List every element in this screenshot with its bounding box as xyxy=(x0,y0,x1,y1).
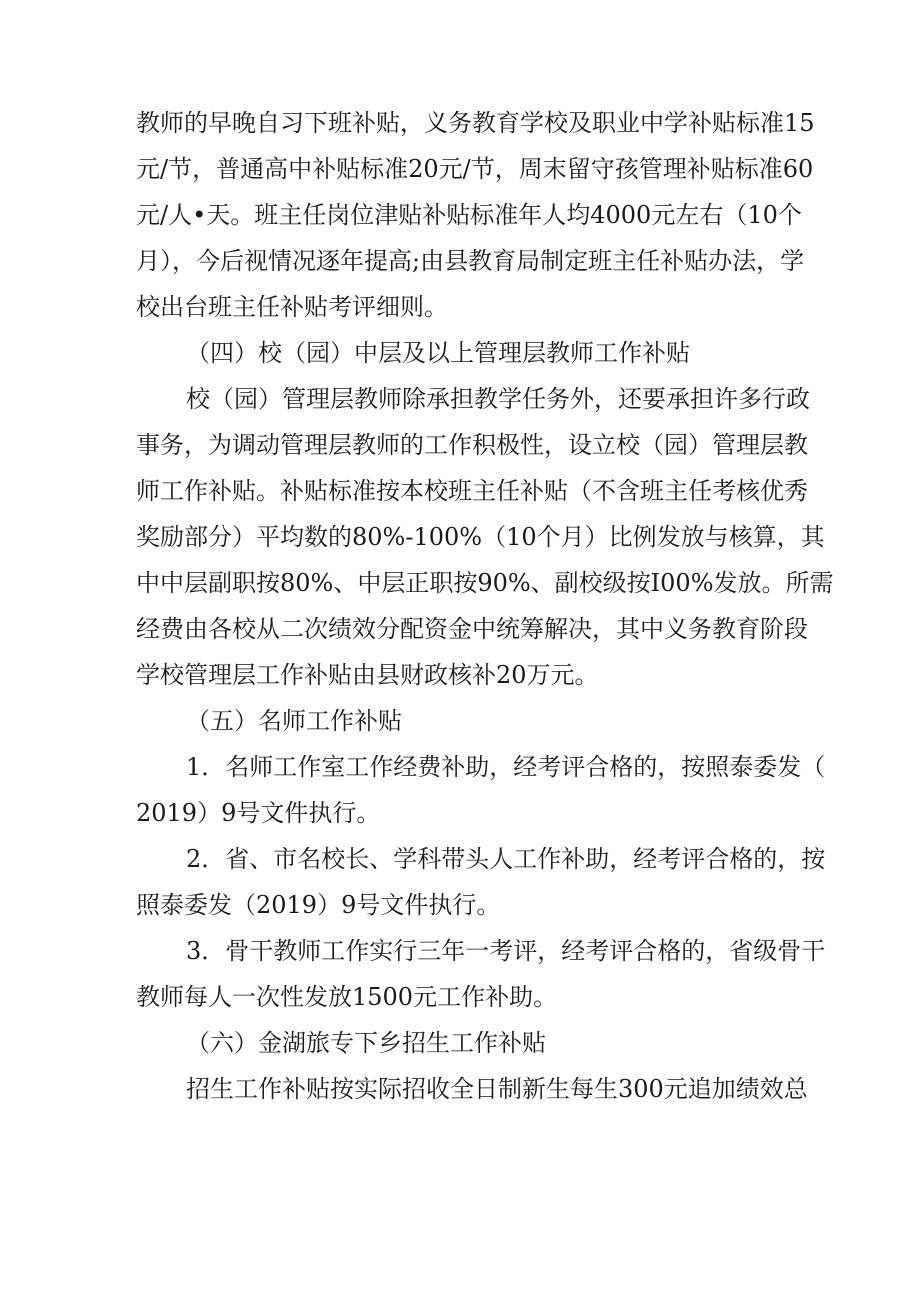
list-item-line: 3．骨干教师工作实行三年一考评，经考评合格的，省级骨干 xyxy=(186,937,826,965)
paragraph-line: 校出台班主任补贴考评细则。 xyxy=(136,293,448,321)
paragraph-line: 校（园）管理层教师除承担教学任务外，还要承担许多行政 xyxy=(186,385,810,413)
paragraph-line: 奖励部分）平均数的80%-100%（10个月）比例发放与核算，其 xyxy=(136,523,825,551)
list-item-line: 2019）9号文件执行。 xyxy=(136,799,381,827)
paragraph-line: 事务，为调动管理层教师的工作积极性，设立校（园）管理层教 xyxy=(136,431,808,459)
paragraph-line: 中中层副职按80%、中层正职按90%、副校级按I00%发放。所需 xyxy=(136,569,834,597)
paragraph-line: 经费由各校从二次绩效分配资金中统筹解决，其中义务教育阶段 xyxy=(136,615,808,643)
list-item-line: 照泰委发（2019）9号文件执行。 xyxy=(136,891,501,919)
list-item-line: 教师每人一次性发放1500元工作补助。 xyxy=(136,983,558,1011)
paragraph-line: 学校管理层工作补贴由县财政核补20万元。 xyxy=(136,661,599,689)
document-body xyxy=(136,100,834,1112)
paragraph-line: 师工作补贴。补贴标准按本校班主任补贴（不含班主任考核优秀 xyxy=(136,477,808,505)
section-heading-6: （六）金湖旅专下乡招生工作补贴 xyxy=(186,1029,546,1057)
section-heading-4: （四）校（园）中层及以上管理层教师工作补贴 xyxy=(186,339,690,367)
paragraph-line: 元/节，普通高中补贴标准20元/节，周末留守孩管理补贴标准60 xyxy=(136,155,814,183)
section-heading-5: （五）名师工作补贴 xyxy=(186,707,402,735)
paragraph-line: 月），今后视情况逐年提高;由县教育局制定班主任补贴办法，学 xyxy=(136,247,805,275)
paragraph-line: 招生工作补贴按实际招收全日制新生每生300元追加绩效总 xyxy=(186,1075,808,1103)
paragraph-line: 元/人•天。班主任岗位津贴补贴标准年人均4000元左右（10个 xyxy=(136,201,802,229)
paragraph-line: 教师的早晚自习下班补贴，义务教育学校及职业中学补贴标准15 xyxy=(136,109,815,137)
list-item-line: 1．名师工作室工作经费补助，经考评合格的，按照泰委发（ xyxy=(186,753,826,781)
list-item-line: 2．省、市名校长、学科带头人工作补助，经考评合格的，按 xyxy=(186,845,826,873)
